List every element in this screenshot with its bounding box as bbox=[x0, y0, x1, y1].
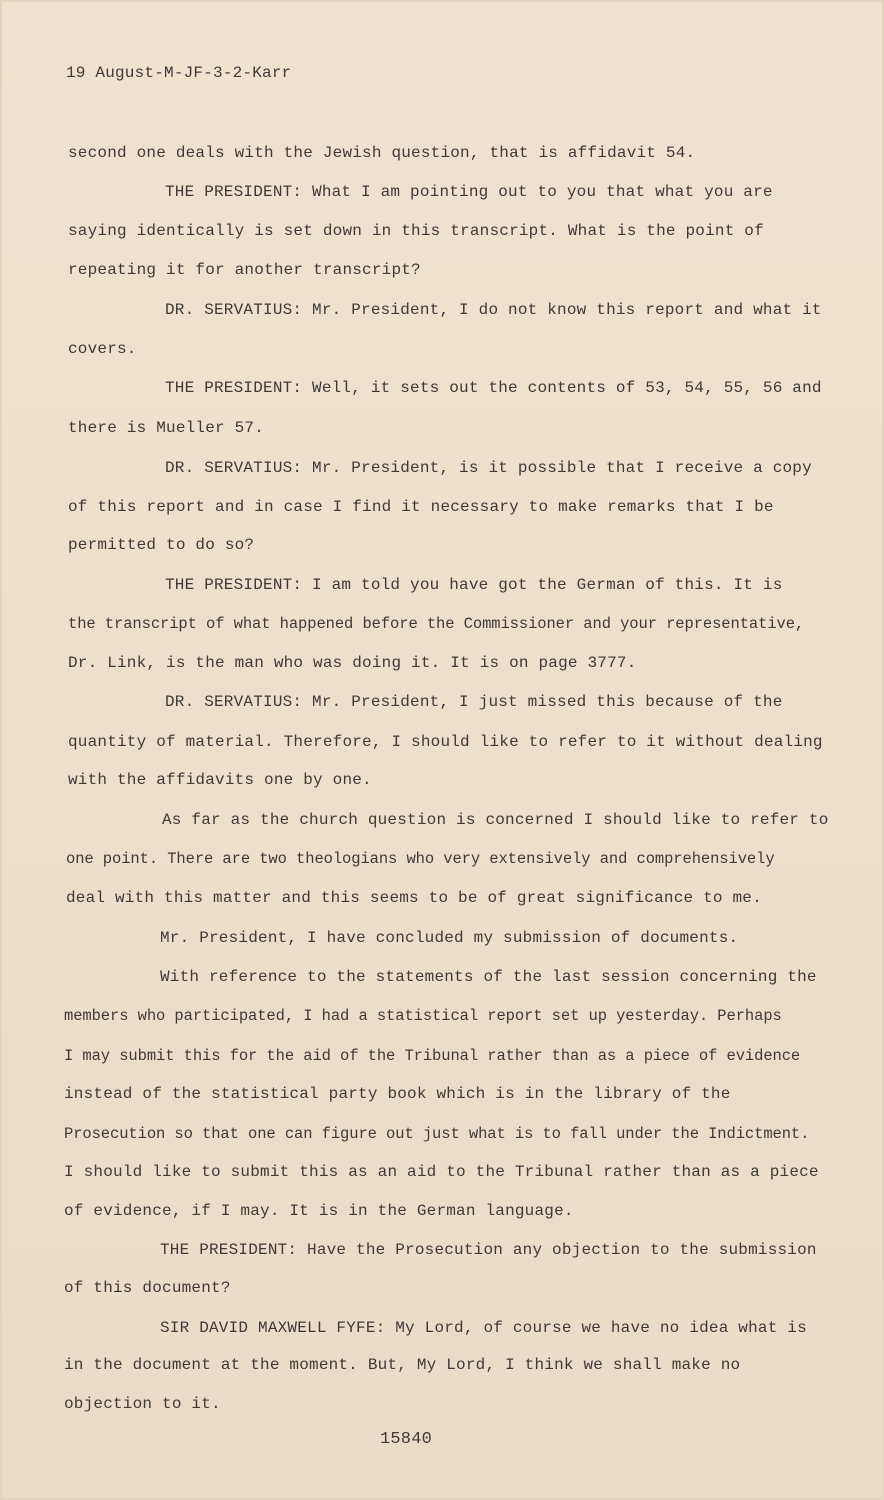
transcript-line: members who participated, I had a statistical report set up yesterday. Perhaps bbox=[64, 1007, 782, 1025]
transcript-line: second one deals with the Jewish question, that is affidavit 54. bbox=[68, 144, 696, 162]
page-header-reference: 19 August-M-JF-3-2-Karr bbox=[66, 64, 292, 82]
transcript-line: in the document at the moment. But, My Lord, I think we shall make no bbox=[64, 1356, 741, 1374]
transcript-line: THE PRESIDENT: Well, it sets out the contents of 53, 54, 55, 56 and bbox=[165, 379, 822, 397]
transcript-line: THE PRESIDENT: Have the Prosecution any objection to the submission bbox=[160, 1241, 817, 1259]
transcript-line: Mr. President, I have concluded my submission of documents. bbox=[160, 929, 739, 947]
transcript-line: quantity of material. Therefore, I should like to refer to it without dealing bbox=[68, 733, 823, 751]
transcript-line: objection to it. bbox=[64, 1395, 221, 1413]
transcript-line: deal with this matter and this seems to be of great significance to me. bbox=[66, 889, 762, 907]
transcript-line: SIR DAVID MAXWELL FYFE: My Lord, of course we have no idea what is bbox=[160, 1319, 807, 1337]
transcript-line: instead of the statistical party book which is in the library of the bbox=[64, 1085, 731, 1103]
transcript-line: THE PRESIDENT: I am told you have got the German of this. It is bbox=[165, 576, 783, 594]
transcript-line: with the affidavits one by one. bbox=[68, 771, 372, 789]
transcript-line: the transcript of what happened before the Commissioner and your representative, bbox=[68, 615, 805, 633]
page-number: 15840 bbox=[380, 1430, 433, 1449]
transcript-line: of this document? bbox=[64, 1279, 231, 1297]
transcript-line: As far as the church question is concerned I should like to refer to bbox=[162, 811, 829, 829]
transcript-line: THE PRESIDENT: What I am pointing out to you that what you are bbox=[165, 183, 773, 201]
transcript-line: repeating it for another transcript? bbox=[68, 261, 421, 279]
transcript-line: With reference to the statements of the last session concerning the bbox=[160, 968, 817, 986]
transcript-line: DR. SERVATIUS: Mr. President, I just missed this because of the bbox=[165, 693, 783, 711]
transcript-line: there is Mueller 57. bbox=[68, 419, 265, 437]
transcript-line: I should like to submit this as an aid to the Tribunal rather than as a piece bbox=[64, 1163, 819, 1181]
transcript-line: of this report and in case I find it necessary to make remarks that I be bbox=[68, 498, 774, 516]
transcript-line: saying identically is set down in this transcript. What is the point of bbox=[68, 222, 764, 240]
transcript-line: I may submit this for the aid of the Tribunal rather than as a piece of evidence bbox=[64, 1047, 801, 1065]
transcript-line: Dr. Link, is the man who was doing it. It is on page 3777. bbox=[68, 654, 637, 672]
transcript-line: DR. SERVATIUS: Mr. President, I do not know this report and what it bbox=[165, 301, 822, 319]
transcript-line: one point. There are two theologians who very extensively and comprehensively bbox=[66, 850, 775, 868]
transcript-line: permitted to do so? bbox=[68, 536, 255, 554]
transcript-line: of evidence, if I may. It is in the German language. bbox=[64, 1202, 574, 1220]
transcript-line: DR. SERVATIUS: Mr. President, is it possible that I receive a copy bbox=[165, 459, 812, 477]
transcript-line: covers. bbox=[68, 340, 137, 358]
transcript-line: Prosecution so that one can figure out just what is to fall under the Indictment. bbox=[64, 1125, 810, 1143]
